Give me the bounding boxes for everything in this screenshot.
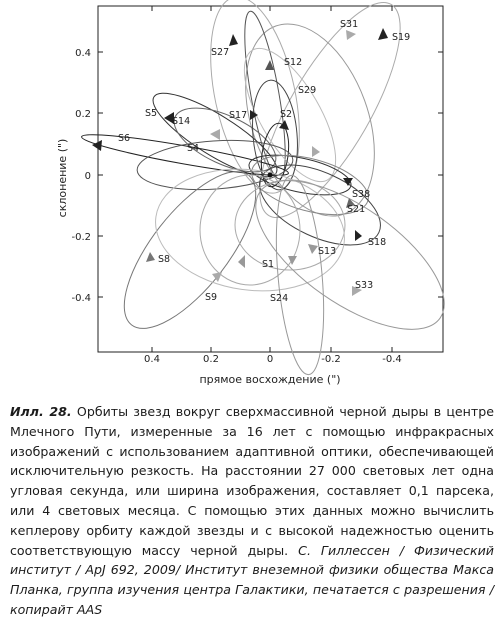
orbit-s8	[102, 152, 279, 349]
star-label: S38	[352, 189, 371, 200]
figure-caption	[10, 402, 494, 620]
y-tick-label: 0.4	[75, 48, 91, 59]
arrow-s8	[146, 252, 155, 262]
y-tick-label: -0.2	[71, 232, 91, 243]
star-label: S8	[158, 254, 171, 265]
star-label: S19	[392, 32, 411, 43]
star-label: S17	[229, 110, 248, 121]
x-axis-title: прямое восхождение (")	[199, 373, 341, 386]
y-tick-label: 0	[84, 171, 91, 182]
arrow-s1	[238, 255, 245, 268]
star-label: S5	[145, 108, 158, 119]
caption-label: Илл. 28.	[10, 404, 72, 419]
arrow-s14	[210, 129, 220, 140]
star-label: S1	[262, 259, 275, 270]
arrow-s9	[212, 272, 222, 282]
star-label: S4	[187, 143, 200, 154]
star-label: S31	[340, 19, 359, 30]
caption-body: Орбиты звезд вокруг сверхмассивной черной дыры в центре Млечного Пути, измеренные за 16 лет с помощью инфракрасных изображений с использованием адаптивной оптики, обеспечивающей исключительную резкость. На расстоянии 27 000 световых лет одна угловая секунда, или ширина изображения, составляет 0,1 парсека, или 4 световых месяца. С помощью этих данных можно вычислить кеплерову орбиту каждой звезды и с высокой надежностью оценить соответствующую массу черной дыры.	[10, 404, 494, 558]
x-tick-label: 0	[266, 354, 274, 365]
y-tick-label: -0.4	[71, 293, 91, 304]
star-label: S9	[205, 292, 218, 303]
orbit-s1	[148, 157, 353, 302]
star-label: S13	[318, 246, 337, 257]
arrow-s2	[279, 120, 289, 130]
star-label: S24	[270, 293, 289, 304]
star-label: S14	[172, 116, 191, 127]
orbits	[80, 0, 468, 377]
y-axis-title: склонение (")	[56, 138, 69, 218]
star-label: S18	[368, 237, 387, 248]
star-label: S33	[355, 280, 374, 291]
arrow-s18	[355, 230, 362, 241]
arrow-s19	[378, 28, 388, 40]
star-label: S12	[284, 57, 303, 68]
star-label: S6	[118, 133, 131, 144]
arrow-s6	[92, 140, 102, 151]
x-tick-label: 0.2	[203, 354, 219, 365]
star-label: S27	[211, 47, 230, 58]
black-hole-marker	[268, 173, 273, 178]
arrow-s31	[346, 30, 356, 40]
star-label: S2	[280, 109, 293, 120]
caption-source: С. Гиллессен / Физический институт / ApJ 692, 2009/ Институт внеземной физики общества Макса Планка, группа изучения центра Галактики, печатается с разрешения / копирайт AAS	[10, 542, 494, 617]
star-label: S29	[298, 85, 317, 96]
x-tick-label: -0.4	[382, 354, 402, 365]
arrow-s4	[312, 146, 320, 157]
orbit-s6	[80, 128, 290, 182]
arrow-s27	[229, 34, 238, 46]
x-tick-label: -0.2	[321, 354, 341, 365]
arrow-s13	[308, 244, 318, 254]
orbit-s9	[200, 175, 300, 285]
y-tick-label: 0.2	[75, 109, 91, 120]
x-tick-label: 0.4	[144, 354, 160, 365]
star-label: S21	[347, 204, 366, 215]
